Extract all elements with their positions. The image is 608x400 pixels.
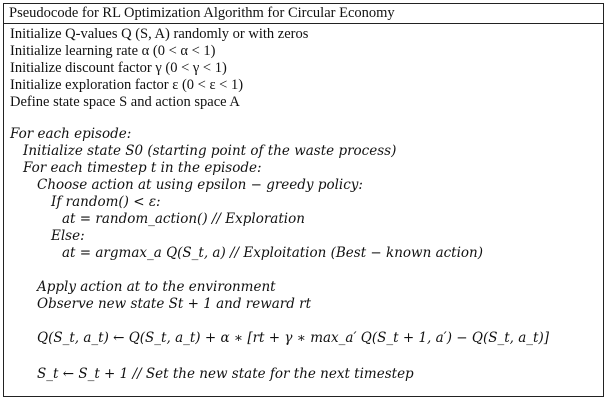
timestep-loop-line: For each timestep t in the episode: (23, 160, 262, 176)
apply-action-line: Apply action at to the environment (37, 279, 276, 295)
init-q-values: Initialize Q-values Q (S, A) randomly or with zeros (10, 26, 309, 42)
else-line: Else: (51, 228, 85, 244)
init-learning-rate: Initialize learning rate α (0 < α < 1) (10, 43, 216, 59)
q-update-line: Q(S_t, a_t) ← Q(S_t, a_t) + α ∗ [rt + γ ∗ max_a′ Q(S_t + 1, a′) − Q(S_t, a_t)] (37, 330, 550, 346)
state-update-line: S_t ← S_t + 1 // Set the new state for the next timestep (37, 366, 414, 382)
define-state-action-space: Define state space S and action space A (10, 94, 240, 110)
init-exploration-factor: Initialize exploration factor ε (0 < ε < 1) (10, 77, 244, 93)
exploitation-line: at = argmax_a Q(S_t, a) // Exploitation (Best − known action) (62, 245, 484, 261)
exploration-line: at = random_action() // Exploration (62, 211, 305, 227)
observe-state-line: Observe new state St + 1 and reward rt (37, 296, 312, 312)
episode-loop-line: For each episode: (10, 126, 132, 142)
choose-action-line: Choose action at using epsilon − greedy policy: (37, 177, 363, 193)
if-random-line: If random() < ε: (51, 194, 161, 210)
init-state-line: Initialize state S0 (starting point of the waste process) (23, 143, 397, 159)
pseudocode-title: Pseudocode for RL Optimization Algorithm for Circular Economy (4, 4, 603, 24)
pseudocode-box (3, 3, 604, 397)
init-discount-factor: Initialize discount factor γ (0 < γ < 1) (10, 60, 227, 76)
